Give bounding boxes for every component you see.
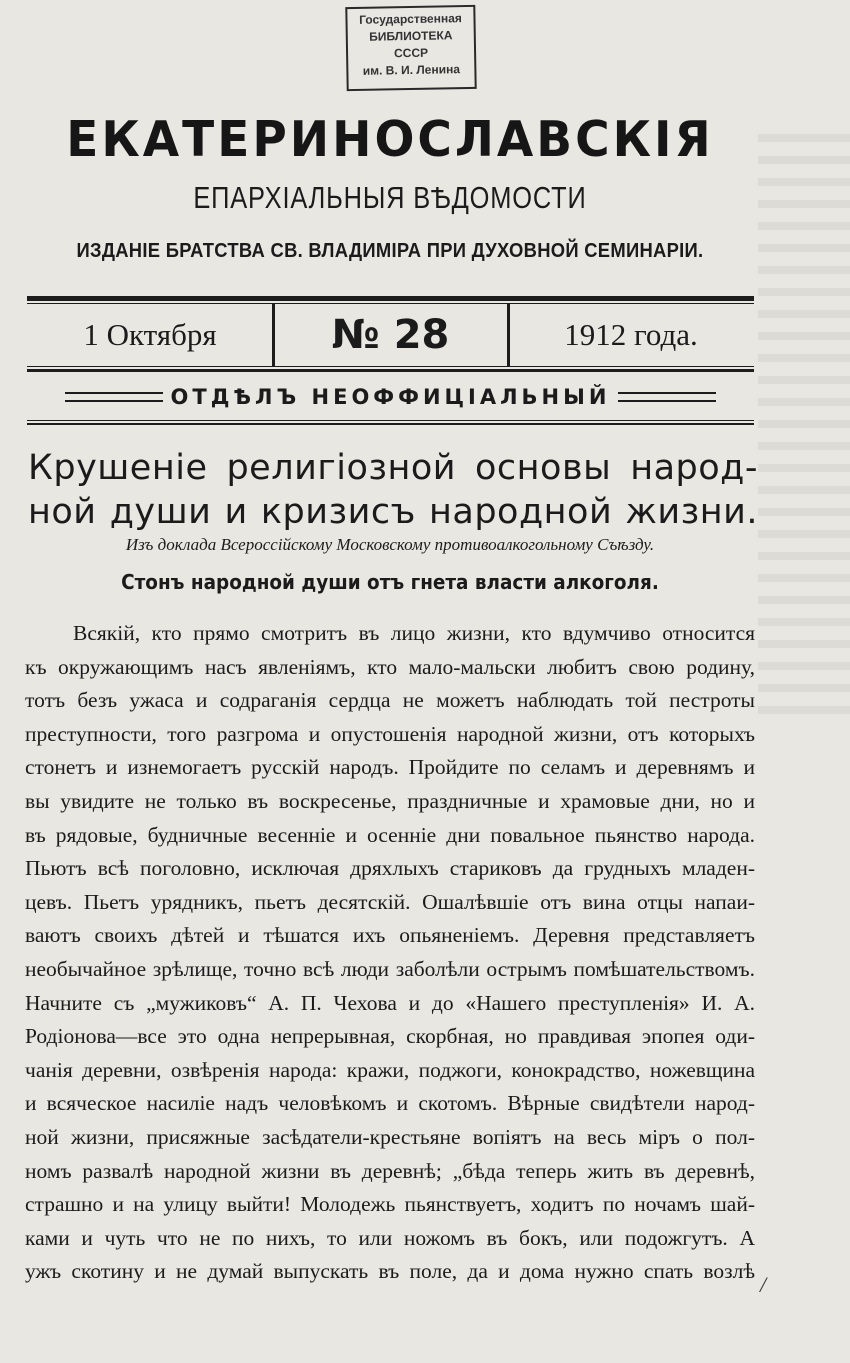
section-ornament-left (65, 392, 163, 402)
library-stamp (345, 5, 476, 91)
body-line: и всяческое насиліе надъ человѣкомъ и скотомъ. Вѣрные свидѣтели народ- (25, 1091, 755, 1116)
body-line: Всякій, кто прямо смотритъ въ лицо жизни, кто вдумчиво относится (73, 621, 755, 645)
body-line: ужъ скотину и не думай выпускать въ поле, да и дома нужно спать возлѣ (25, 1259, 755, 1284)
body-line: Родіонова—все это одна непрерывная, скорбная, но правдивая эпопея оди- (25, 1024, 755, 1049)
masthead-top-rule (27, 296, 754, 301)
article-title (28, 446, 758, 534)
body-line: вы увидите не только въ воскресенье, праздничные и храмовые дни, но и (25, 788, 755, 813)
section-bottom-rule (27, 423, 754, 425)
masthead-top-rule-thin (27, 303, 754, 304)
stamp-line: БИБЛИОТЕКА (369, 28, 453, 44)
body-line: къ окружающимъ насъ явленіямъ, кто мало-мальски любитъ свою родину, (25, 654, 755, 679)
stamp-line: Государственная (359, 11, 462, 27)
masthead-subtitle: ЕПАРХІАЛЬНЫЯ ВѢДОМОСТИ (193, 180, 587, 215)
article-title-line: Крушеніе религіозной основы народ- (28, 448, 758, 488)
article-subtitle: Стонъ народной души отъ гнета власти алкоголя. (121, 570, 659, 594)
body-line: ками и чуть что не по нихъ, то или ножомъ въ бокъ, или подожгутъ. А (25, 1225, 755, 1250)
body-line: необычайное зрѣлище, точно всѣ люди заболѣли острымъ помѣшательствомъ. (25, 956, 755, 981)
article-body (25, 617, 755, 1289)
body-line: цевъ. Пьетъ урядникъ, пьетъ десятскій. Ошалѣвшіе отъ вина отцы напаи- (25, 889, 755, 914)
body-line: Начните съ „мужиковъ“ А. П. Чехова и до «Нашего преступленія» И. А. (25, 990, 755, 1015)
masthead-bottom-rule (27, 369, 754, 372)
issue-year: 1912 года. (564, 317, 698, 352)
bleed-through-shadow (758, 120, 850, 720)
column-divider (272, 304, 275, 366)
stamp-line: им. В. И. Ленина (362, 62, 461, 78)
masthead-title: ЕКАТЕРИНОСЛАВСКІЯ (66, 110, 714, 169)
issue-date: 1 Октября (83, 317, 217, 352)
body-line: тотъ безъ ужаса и содраганія сердца не можетъ наблюдать той пестроты (25, 688, 755, 713)
body-line: номъ развалѣ народной жизни въ деревнѣ; „бѣда теперь жить въ деревнѣ, (25, 1158, 755, 1183)
article-title-line: ной души и кризисъ народной жизни. (28, 492, 758, 532)
issue-info-row (27, 306, 754, 364)
body-line: Пьютъ всѣ поголовно, исключая дряхлыхъ стариковъ да грудныхъ младен- (25, 856, 755, 881)
column-divider (507, 304, 510, 366)
body-line: чанія деревни, озвѣренія народа: кражи, поджоги, конокрадство, ножевщина (25, 1057, 755, 1082)
stamp-line: СССР (393, 45, 429, 61)
body-line: ной жизни, присяжные засѣдатели-крестьяне вопіятъ на весь міръ о пол- (25, 1124, 755, 1149)
body-line: ваютъ своихъ дѣтей и тѣшатся ихъ опьяненіемъ. Деревня представляетъ (25, 923, 755, 948)
masthead-bottom-rule-thin (27, 366, 754, 367)
body-line: страшно и на улицу выйти! Молодежь пьянствуетъ, ходитъ по ночамъ шай- (25, 1192, 755, 1217)
masthead-publisher: ИЗДАНІЕ БРАТСТВА СВ. ВЛАДИМІРА ПРИ ДУХОВНОЙ СЕМИНАРІИ. (76, 240, 704, 262)
article-source: Изъ доклада Всероссійскому Московскому противоалкогольному Съѣзду. (125, 535, 655, 554)
issue-number: № 28 (331, 312, 450, 358)
body-line: въ рядовые, будничные весенніе и осенніе дни повальное пьянство народа. (25, 822, 755, 847)
body-line: преступности, того разгрома и опустошенія народной жизни, отъ которыхъ (25, 721, 755, 746)
page-margin-mark: / (760, 1272, 767, 1297)
section-bottom-rule-thin (27, 420, 754, 421)
body-line: стонетъ и изнемогаетъ русскій народъ. Пройдите по селамъ и деревнямъ и (25, 755, 755, 780)
section-ornament-right (618, 392, 716, 402)
section-title: ОТДѢЛЪ НЕОФФИЦІАЛЬНЫЙ (170, 385, 611, 409)
section-header (27, 380, 754, 414)
